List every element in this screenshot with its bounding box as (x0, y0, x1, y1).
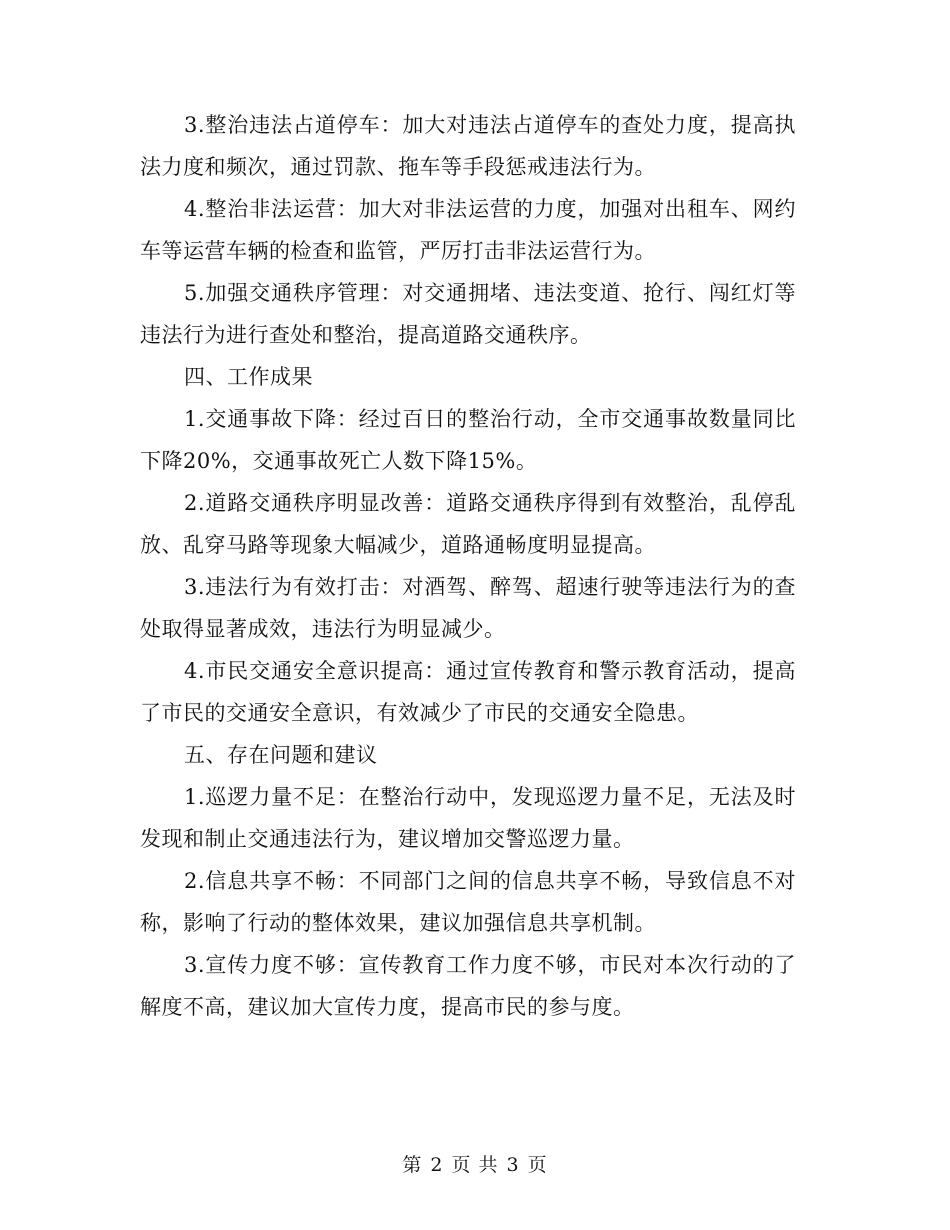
paragraph-result-3-violations: 3.违法行为有效打击：对酒驾、醉驾、超速行驶等违法行为的查处取得显著成效，违法行为明显减少。 (140, 575, 796, 641)
footer-page-number: 2 (430, 1154, 444, 1176)
paragraph-item-3-illegal-parking: 3.整治违法占道停车：加大对违法占道停车的查处力度，提高执法力度和频次，通过罚款、拖车等手段惩戒违法行为。 (140, 113, 796, 179)
paragraph-issue-3-publicity: 3.宣传力度不够：宣传教育工作力度不够，市民对本次行动的了解度不高，建议加大宣传力度，提高市民的参与度。 (140, 953, 796, 1019)
paragraph-item-5-traffic-order: 5.加强交通秩序管理：对交通拥堵、违法变道、抢行、闯红灯等违法行为进行查处和整治，提高道路交通秩序。 (140, 281, 796, 347)
footer-prefix: 第 (402, 1154, 423, 1176)
footer-total-pages: 3 (506, 1154, 520, 1176)
paragraph-result-4-awareness: 4.市民交通安全意识提高：通过宣传教育和警示教育活动，提高了市民的交通安全意识，有效减少了市民的交通安全隐患。 (140, 659, 796, 725)
document-body (140, 104, 796, 1028)
paragraph-item-4-illegal-operation: 4.整治非法运营：加大对非法运营的力度，加强对出租车、网约车等运营车辆的检查和监管，严厉打击非法运营行为。 (140, 197, 796, 263)
footer-suffix: 页 (527, 1154, 548, 1176)
section-heading-results: 四、工作成果 (184, 365, 313, 389)
paragraph-issue-2-info-sharing: 2.信息共享不畅：不同部门之间的信息共享不畅，导致信息不对称，影响了行动的整体效果，建议加强信息共享机制。 (140, 869, 796, 935)
footer-middle: 页 共 (451, 1154, 499, 1176)
paragraph-result-1-accidents: 1.交通事故下降：经过百日的整治行动，全市交通事故数量同比下降20%，交通事故死亡人数下降15%。 (140, 407, 796, 473)
page-footer (0, 1150, 950, 1177)
paragraph-issue-1-patrol: 1.巡逻力量不足：在整治行动中，发现巡逻力量不足，无法及时发现和制止交通违法行为，建议增加交警巡逻力量。 (140, 785, 796, 851)
paragraph-result-2-order: 2.道路交通秩序明显改善：道路交通秩序得到有效整治，乱停乱放、乱穿马路等现象大幅减少，道路通畅度明显提高。 (140, 491, 796, 557)
section-heading-issues: 五、存在问题和建议 (184, 743, 378, 767)
